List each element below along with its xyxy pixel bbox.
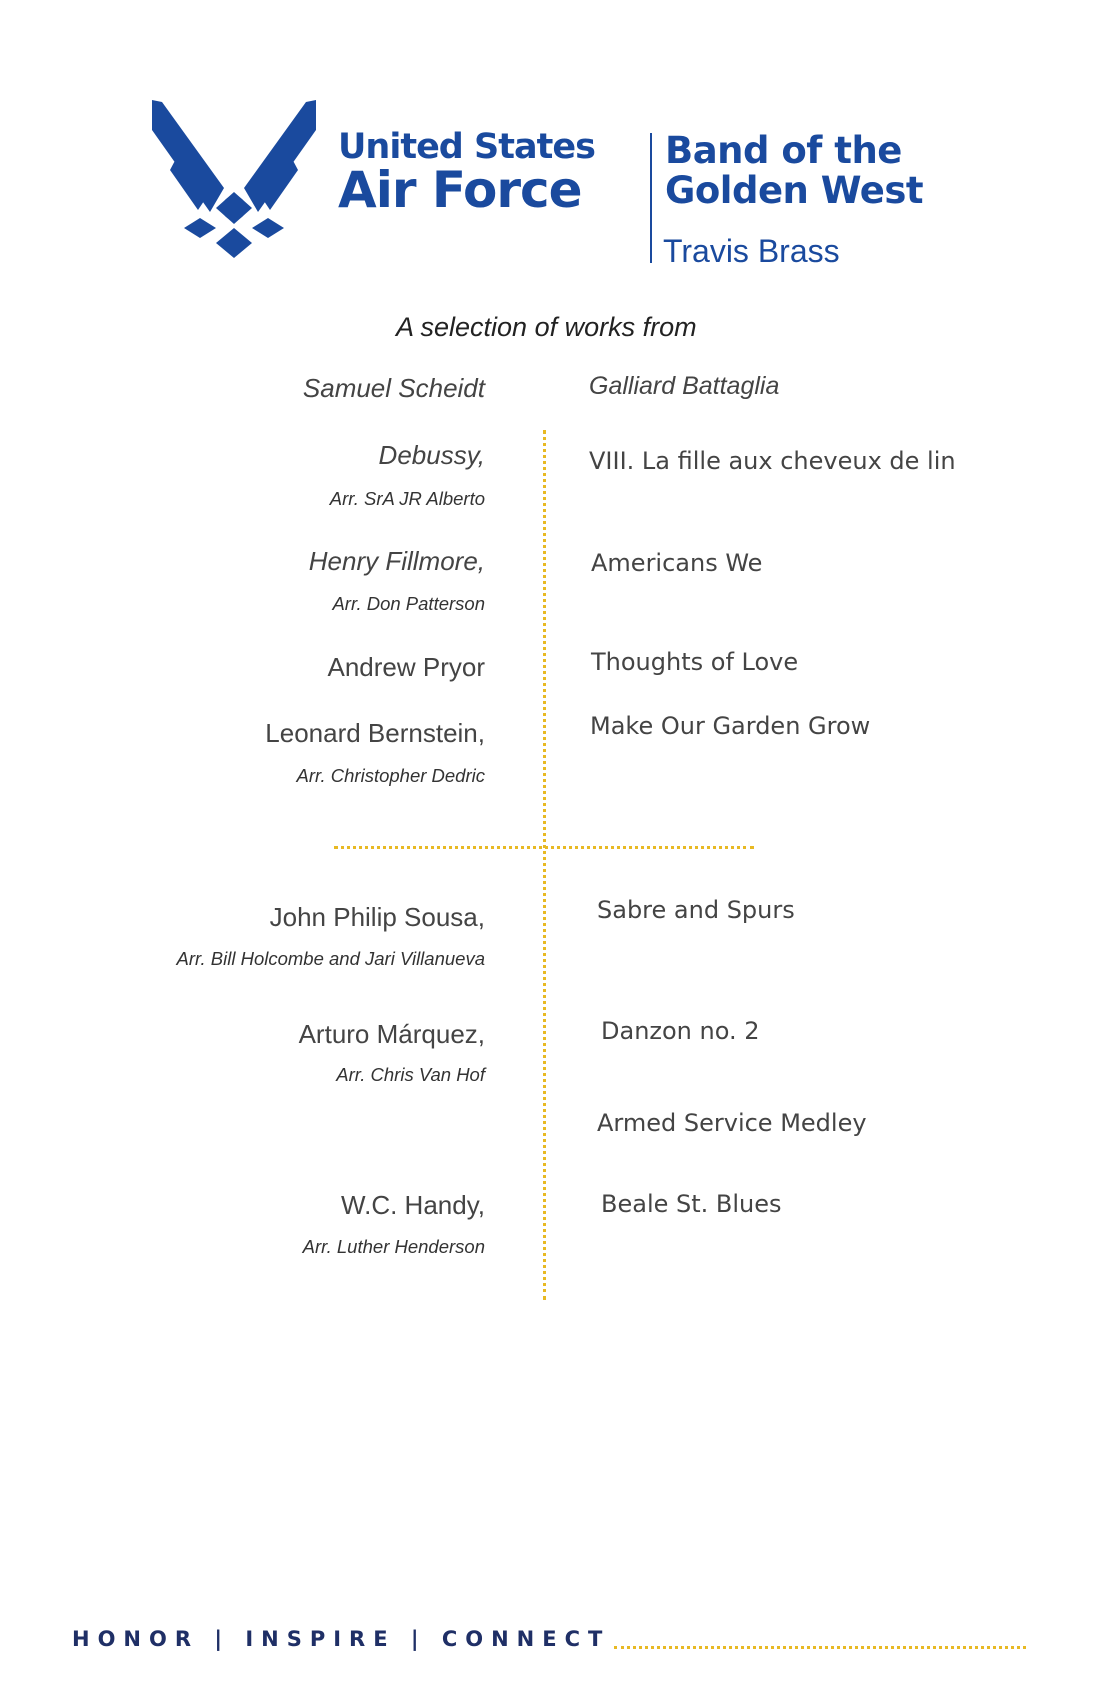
air-force-symbol-icon — [148, 100, 320, 258]
composer: Andrew Pryor — [327, 652, 485, 682]
band-line-1: Band of the — [665, 129, 902, 172]
composer: Arturo Márquez, — [298, 1019, 485, 1049]
program-intro: A selection of works from — [396, 312, 697, 342]
composer: Leonard Bernstein, — [265, 718, 485, 748]
composer: Henry Fillmore, — [308, 546, 485, 576]
piece-title: Sabre and Spurs — [597, 896, 795, 924]
piece-title: Armed Service Medley — [597, 1109, 867, 1137]
piece-title: Galliard Battaglia — [589, 372, 780, 400]
arranger: Arr. SrA JR Alberto — [329, 488, 485, 509]
ensemble-name: Travis Brass — [663, 233, 840, 269]
vertical-dotted-divider — [543, 430, 546, 1300]
piece-title: VIII. La fille aux cheveux de lin — [589, 447, 956, 475]
piece-title: Thoughts of Love — [591, 648, 799, 676]
arranger: Arr. Bill Holcombe and Jari Villanueva — [176, 948, 485, 969]
composer: Samuel Scheidt — [302, 373, 485, 403]
arranger: Arr. Don Patterson — [332, 593, 485, 614]
composer: Debussy, — [378, 440, 485, 470]
organization-line-2: Air Force — [338, 161, 582, 219]
band-name — [665, 131, 923, 211]
arranger: Arr. Luther Henderson — [302, 1236, 485, 1257]
arranger: Arr. Chris Van Hof — [336, 1064, 485, 1085]
organization-line-1: United States — [338, 127, 595, 167]
organization-name — [338, 127, 640, 219]
piece-title: Make Our Garden Grow — [590, 712, 871, 740]
piece-title: Beale St. Blues — [601, 1190, 782, 1218]
piece-title: Americans We — [591, 549, 763, 577]
arranger: Arr. Christopher Dedric — [296, 765, 485, 786]
composer: W.C. Handy, — [340, 1190, 485, 1220]
footer-tagline: HONOR | INSPIRE | CONNECT — [72, 1627, 611, 1651]
horizontal-dotted-divider — [334, 846, 754, 849]
header-divider — [650, 133, 652, 263]
piece-title: Danzon no. 2 — [601, 1017, 760, 1045]
band-line-2: Golden West — [665, 168, 924, 212]
footer-dotted-line — [614, 1646, 1026, 1649]
composer: John Philip Sousa, — [269, 902, 485, 932]
